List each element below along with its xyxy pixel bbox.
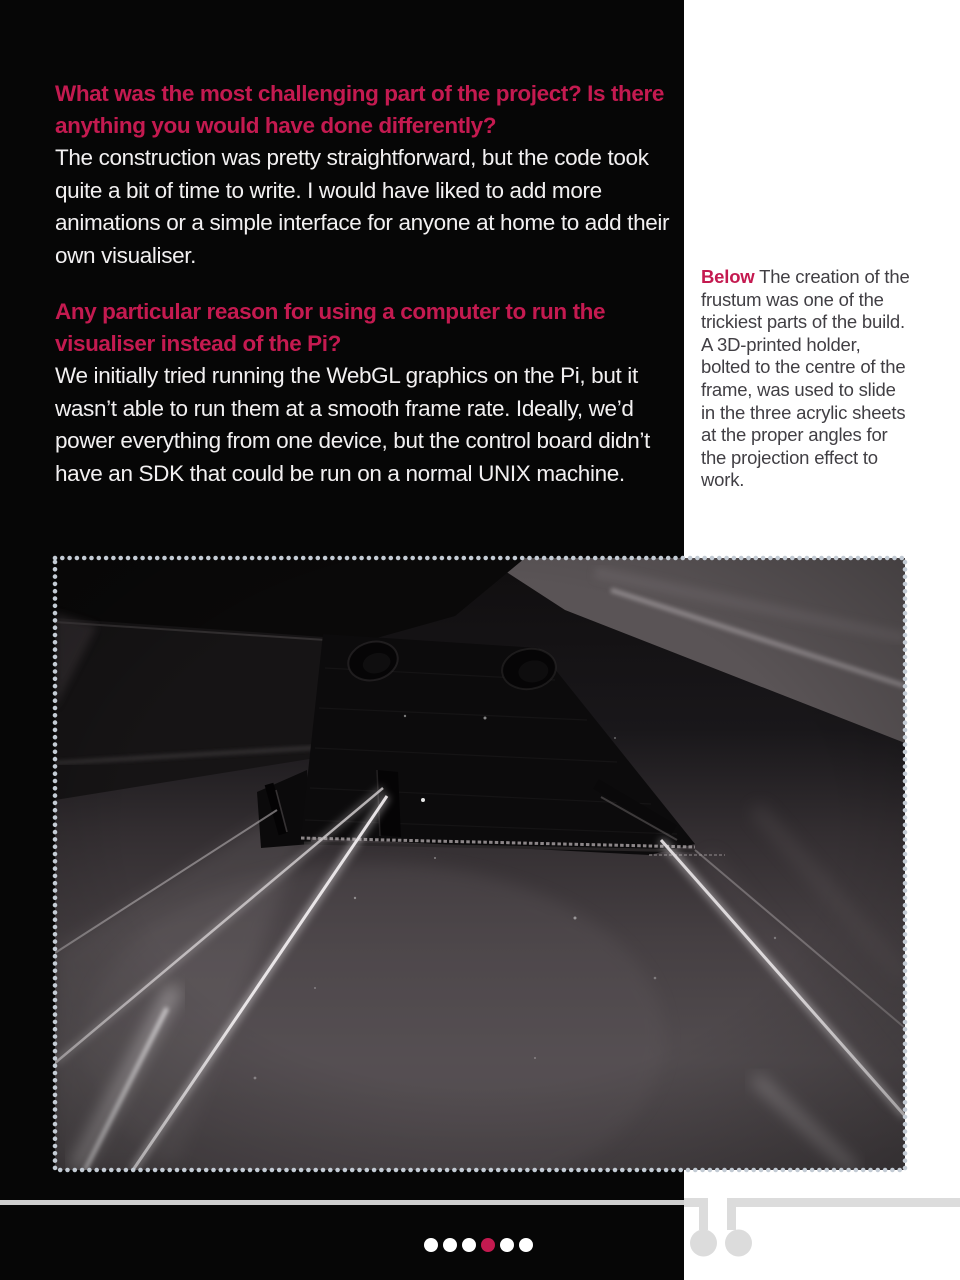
answer-text: The construction was pretty straightforward, but the code took quite a bit of time to write. I would have liked to add more animations or a simple interface for anyone at home to add their own visualiser.	[55, 145, 670, 268]
frustum-photo	[55, 558, 905, 1170]
divider-line	[0, 1200, 703, 1205]
circuit-trace	[699, 1198, 708, 1230]
pagination-dots	[424, 1238, 533, 1252]
circuit-pad	[725, 1230, 752, 1257]
pagination-dot	[519, 1238, 533, 1252]
caption-text: The creation of the frustum was one of the trickiest parts of the build. A 3D-printed holder, bolted to the centre of the frame, was used to slide in the three acrylic sheets at the proper angles for the projection effect to work.	[701, 266, 910, 491]
frustum-photo-image	[55, 558, 905, 1170]
qa-section	[55, 78, 680, 490]
pagination-dot	[500, 1238, 514, 1252]
qa-item	[55, 296, 680, 490]
pagination-dot	[443, 1238, 457, 1252]
caption-label: Below	[701, 266, 755, 287]
qa-item	[55, 78, 680, 272]
pagination-dot-active	[481, 1238, 495, 1252]
photo-caption	[701, 266, 913, 492]
question-heading: Any particular reason for using a computer to run the visualiser instead of the Pi?	[55, 299, 606, 356]
circuit-trace	[727, 1198, 960, 1207]
pagination-dot	[424, 1238, 438, 1252]
circuit-pad	[690, 1230, 717, 1257]
question-heading: What was the most challenging part of the project? Is there anything you would have done differently?	[55, 81, 664, 138]
pagination-dot	[462, 1238, 476, 1252]
answer-text: We initially tried running the WebGL graphics on the Pi, but it wasn’t able to run them at a smooth frame rate. Ideally, we’d power everything from one device, but the control board didn’t have an SDK that could be run on a normal UNIX machine.	[55, 363, 650, 486]
photo-vignette	[55, 558, 905, 1170]
circuit-decoration	[684, 1186, 960, 1280]
